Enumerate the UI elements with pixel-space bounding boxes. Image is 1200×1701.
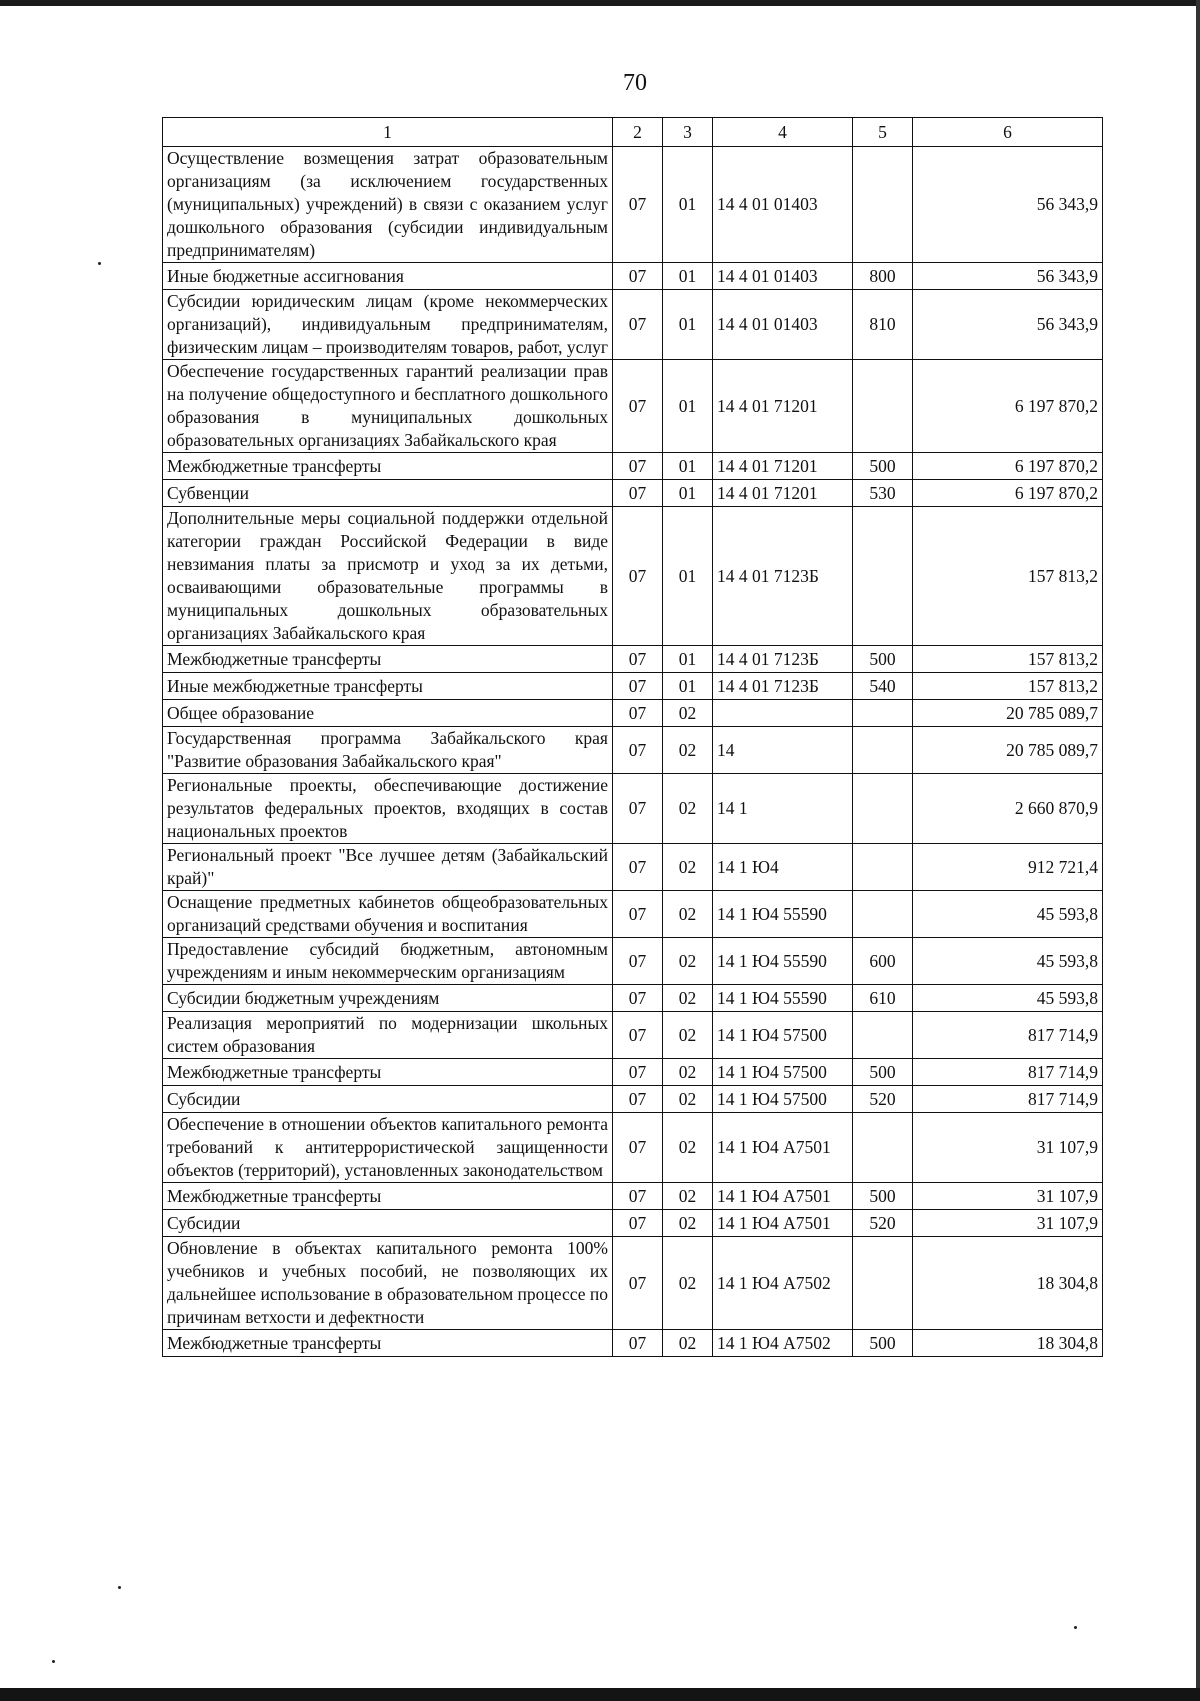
row-amount: 18 304,8	[913, 1330, 1103, 1357]
row-name: Субсидии	[163, 1086, 613, 1113]
row-name: Региональные проекты, обеспечивающие достижение результатов федеральных проектов, входящих в состав национальных проектов	[163, 774, 613, 844]
row-amount: 45 593,8	[913, 985, 1103, 1012]
row-name: Межбюджетные трансферты	[163, 453, 613, 480]
row-amount: 31 107,9	[913, 1183, 1103, 1210]
row-name: Межбюджетные трансферты	[163, 1330, 613, 1357]
row-amount: 56 343,9	[913, 290, 1103, 360]
row-section: 07	[613, 360, 663, 453]
row-amount: 20 785 089,7	[913, 727, 1103, 774]
column-header-5: 5	[853, 118, 913, 147]
row-target-code: 14 4 01 7123Б	[713, 507, 853, 646]
page-number: 70	[623, 70, 647, 96]
row-name: Оснащение предметных кабинетов общеобразовательных организаций средствами обучения и воспитания	[163, 891, 613, 938]
row-subsection: 01	[663, 290, 713, 360]
row-subsection: 01	[663, 480, 713, 507]
row-target-code: 14 1 Ю4 А7501	[713, 1210, 853, 1237]
table-row	[163, 1183, 1103, 1210]
table-row	[163, 360, 1103, 453]
row-section: 07	[613, 938, 663, 985]
row-name: Иные бюджетные ассигнования	[163, 263, 613, 290]
row-subsection: 01	[663, 360, 713, 453]
row-target-code: 14 1 Ю4 55590	[713, 938, 853, 985]
row-target-code: 14 1 Ю4 А7502	[713, 1330, 853, 1357]
row-amount: 157 813,2	[913, 673, 1103, 700]
row-expense-type	[853, 1012, 913, 1059]
table-row	[163, 1330, 1103, 1357]
row-expense-type: 540	[853, 673, 913, 700]
row-amount: 56 343,9	[913, 147, 1103, 263]
row-name: Межбюджетные трансферты	[163, 646, 613, 673]
row-name: Межбюджетные трансферты	[163, 1183, 613, 1210]
row-subsection: 01	[663, 263, 713, 290]
row-name: Межбюджетные трансферты	[163, 1059, 613, 1086]
table-row	[163, 1059, 1103, 1086]
row-section: 07	[613, 774, 663, 844]
row-section: 07	[613, 646, 663, 673]
row-target-code: 14 4 01 01403	[713, 147, 853, 263]
row-subsection: 02	[663, 1086, 713, 1113]
scan-border-right	[1196, 0, 1200, 1701]
row-subsection: 02	[663, 844, 713, 891]
row-section: 07	[613, 985, 663, 1012]
column-header-2: 2	[613, 118, 663, 147]
column-header-3: 3	[663, 118, 713, 147]
row-amount: 31 107,9	[913, 1113, 1103, 1183]
row-subsection: 02	[663, 1330, 713, 1357]
scan-border-bottom	[0, 1688, 1200, 1701]
row-target-code	[713, 700, 853, 727]
row-section: 07	[613, 1210, 663, 1237]
row-expense-type: 500	[853, 1059, 913, 1086]
row-amount: 157 813,2	[913, 507, 1103, 646]
row-target-code: 14 1 Ю4 А7501	[713, 1113, 853, 1183]
table-row	[163, 985, 1103, 1012]
row-target-code: 14 1 Ю4 55590	[713, 985, 853, 1012]
row-section: 07	[613, 147, 663, 263]
row-amount: 912 721,4	[913, 844, 1103, 891]
row-target-code: 14	[713, 727, 853, 774]
row-expense-type: 500	[853, 1183, 913, 1210]
row-subsection: 02	[663, 700, 713, 727]
row-target-code: 14 1 Ю4 57500	[713, 1086, 853, 1113]
row-expense-type	[853, 360, 913, 453]
row-expense-type	[853, 891, 913, 938]
row-target-code: 14 4 01 01403	[713, 290, 853, 360]
row-expense-type	[853, 700, 913, 727]
row-amount: 56 343,9	[913, 263, 1103, 290]
row-subsection: 02	[663, 1183, 713, 1210]
row-expense-type: 610	[853, 985, 913, 1012]
row-expense-type	[853, 1113, 913, 1183]
row-target-code: 14 4 01 7123Б	[713, 673, 853, 700]
row-target-code: 14 1	[713, 774, 853, 844]
table-row	[163, 1113, 1103, 1183]
row-section: 07	[613, 1059, 663, 1086]
row-amount: 2 660 870,9	[913, 774, 1103, 844]
row-expense-type	[853, 147, 913, 263]
table-row	[163, 700, 1103, 727]
row-name: Государственная программа Забайкальского края "Развитие образования Забайкальского края"	[163, 727, 613, 774]
row-subsection: 02	[663, 1113, 713, 1183]
row-target-code: 14 1 Ю4 А7502	[713, 1237, 853, 1330]
table-row	[163, 1012, 1103, 1059]
row-name: Реализация мероприятий по модернизации школьных систем образования	[163, 1012, 613, 1059]
table-row	[163, 727, 1103, 774]
table-row	[163, 938, 1103, 985]
table-row	[163, 891, 1103, 938]
table-row	[163, 1210, 1103, 1237]
row-name: Субсидии	[163, 1210, 613, 1237]
budget-table	[162, 117, 1103, 1357]
row-target-code: 14 4 01 01403	[713, 263, 853, 290]
row-expense-type: 530	[853, 480, 913, 507]
table-row	[163, 774, 1103, 844]
row-subsection: 01	[663, 673, 713, 700]
row-target-code: 14 1 Ю4	[713, 844, 853, 891]
table-row	[163, 844, 1103, 891]
column-header-6: 6	[913, 118, 1103, 147]
row-expense-type	[853, 844, 913, 891]
row-section: 07	[613, 263, 663, 290]
row-expense-type: 500	[853, 453, 913, 480]
row-section: 07	[613, 1086, 663, 1113]
row-subsection: 02	[663, 774, 713, 844]
row-subsection: 01	[663, 507, 713, 646]
row-section: 07	[613, 1183, 663, 1210]
row-expense-type: 600	[853, 938, 913, 985]
row-section: 07	[613, 453, 663, 480]
scan-speck	[1074, 1626, 1077, 1629]
row-expense-type	[853, 507, 913, 646]
row-name: Дополнительные меры социальной поддержки отдельной категории граждан Российской Федерации в виде невзимания платы за присмотр и уход за их детьми, осваивающими образовательные программы в муниципальных дошкольных образовательных организациях Забайкальского края	[163, 507, 613, 646]
table-row	[163, 480, 1103, 507]
scan-speck	[98, 262, 101, 265]
row-section: 07	[613, 480, 663, 507]
table-row	[163, 290, 1103, 360]
row-target-code: 14 1 Ю4 А7501	[713, 1183, 853, 1210]
row-section: 07	[613, 673, 663, 700]
row-section: 07	[613, 1330, 663, 1357]
row-section: 07	[613, 727, 663, 774]
row-name: Иные межбюджетные трансферты	[163, 673, 613, 700]
table-row	[163, 646, 1103, 673]
row-amount: 6 197 870,2	[913, 453, 1103, 480]
row-section: 07	[613, 844, 663, 891]
row-section: 07	[613, 507, 663, 646]
scan-speck	[52, 1660, 55, 1663]
row-section: 07	[613, 1237, 663, 1330]
table-row	[163, 147, 1103, 263]
row-name: Субсидии юридическим лицам (кроме некоммерческих организаций), индивидуальным предпринимателям, физическим лицам – производителям товаров, работ, услуг	[163, 290, 613, 360]
table-row	[163, 1086, 1103, 1113]
row-target-code: 14 1 Ю4 57500	[713, 1012, 853, 1059]
row-amount: 817 714,9	[913, 1086, 1103, 1113]
row-expense-type: 500	[853, 1330, 913, 1357]
row-subsection: 02	[663, 727, 713, 774]
row-expense-type: 810	[853, 290, 913, 360]
row-subsection: 02	[663, 1059, 713, 1086]
table-row	[163, 453, 1103, 480]
table-row	[163, 673, 1103, 700]
row-section: 07	[613, 290, 663, 360]
row-expense-type	[853, 727, 913, 774]
row-section: 07	[613, 1012, 663, 1059]
row-target-code: 14 4 01 71201	[713, 453, 853, 480]
row-name: Осуществление возмещения затрат образовательным организациям (за исключением государственных (муниципальных) учреждений) в связи с оказанием услуг дошкольного образования (субсидии индивидуальным предпринимателям)	[163, 147, 613, 263]
row-section: 07	[613, 891, 663, 938]
row-name: Обновление в объектах капитального ремонта 100% учебников и учебных пособий, не позволяющих их дальнейшее использование в образовательном процессе по причинам ветхости и дефектности	[163, 1237, 613, 1330]
row-name: Субвенции	[163, 480, 613, 507]
row-amount: 817 714,9	[913, 1059, 1103, 1086]
row-section: 07	[613, 1113, 663, 1183]
table-row	[163, 507, 1103, 646]
row-amount: 45 593,8	[913, 891, 1103, 938]
row-amount: 18 304,8	[913, 1237, 1103, 1330]
row-name: Предоставление субсидий бюджетным, автономным учреждениям и иным некоммерческим организациям	[163, 938, 613, 985]
row-target-code: 14 1 Ю4 55590	[713, 891, 853, 938]
row-subsection: 02	[663, 891, 713, 938]
row-amount: 817 714,9	[913, 1012, 1103, 1059]
row-amount: 20 785 089,7	[913, 700, 1103, 727]
row-section: 07	[613, 700, 663, 727]
row-subsection: 02	[663, 985, 713, 1012]
row-amount: 157 813,2	[913, 646, 1103, 673]
row-subsection: 02	[663, 1210, 713, 1237]
row-expense-type: 800	[853, 263, 913, 290]
table-row	[163, 1237, 1103, 1330]
row-expense-type: 520	[853, 1210, 913, 1237]
scan-border-top	[0, 0, 1200, 6]
row-amount: 6 197 870,2	[913, 480, 1103, 507]
row-name: Обеспечение государственных гарантий реализации прав на получение общедоступного и бесплатного дошкольного образования в муниципальных дошкольных образовательных организациях Забайкальского края	[163, 360, 613, 453]
table-header-row	[163, 118, 1103, 147]
row-expense-type	[853, 1237, 913, 1330]
column-header-1: 1	[163, 118, 613, 147]
row-name: Общее образование	[163, 700, 613, 727]
row-subsection: 01	[663, 147, 713, 263]
row-target-code: 14 1 Ю4 57500	[713, 1059, 853, 1086]
column-header-4: 4	[713, 118, 853, 147]
row-subsection: 02	[663, 938, 713, 985]
table-row	[163, 263, 1103, 290]
scan-speck	[118, 1586, 121, 1589]
row-amount: 31 107,9	[913, 1210, 1103, 1237]
row-subsection: 01	[663, 453, 713, 480]
row-subsection: 02	[663, 1012, 713, 1059]
row-expense-type: 520	[853, 1086, 913, 1113]
row-amount: 6 197 870,2	[913, 360, 1103, 453]
row-name: Региональный проект "Все лучшее детям (Забайкальский край)"	[163, 844, 613, 891]
row-subsection: 01	[663, 646, 713, 673]
budget-table-body	[163, 118, 1103, 1357]
row-target-code: 14 4 01 7123Б	[713, 646, 853, 673]
row-amount: 45 593,8	[913, 938, 1103, 985]
row-expense-type: 500	[853, 646, 913, 673]
row-target-code: 14 4 01 71201	[713, 480, 853, 507]
row-name: Обеспечение в отношении объектов капитального ремонта требований к антитеррористической защищенности объектов (территорий), установленных законодательством	[163, 1113, 613, 1183]
row-expense-type	[853, 774, 913, 844]
row-target-code: 14 4 01 71201	[713, 360, 853, 453]
row-name: Субсидии бюджетным учреждениям	[163, 985, 613, 1012]
row-subsection: 02	[663, 1237, 713, 1330]
